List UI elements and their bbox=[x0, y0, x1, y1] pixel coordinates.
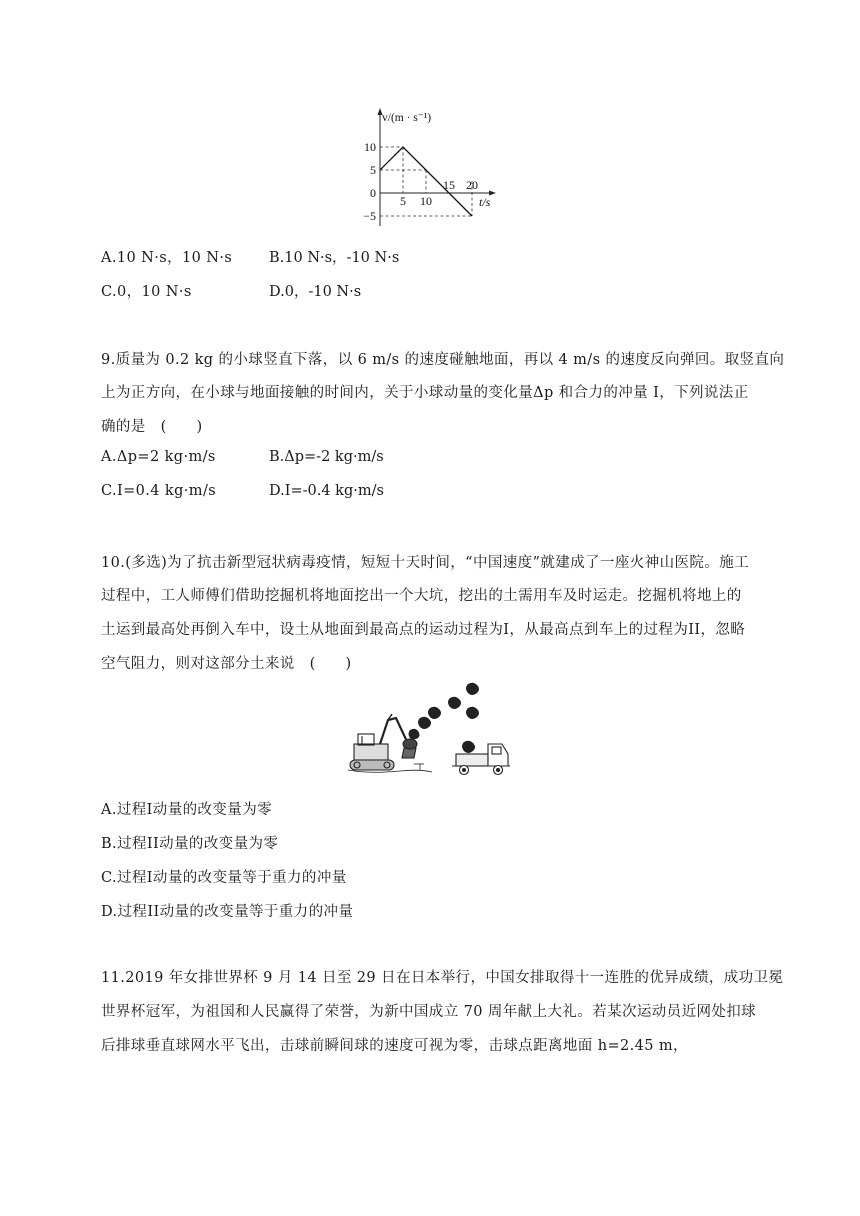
q9-option-a: A.Δp=2 kg·m/s bbox=[101, 449, 216, 465]
excavator-truck-illustration bbox=[340, 678, 530, 788]
y-tick-10: 10 bbox=[364, 140, 376, 154]
q9-option-c: C.I=0.4 kg·m/s bbox=[101, 483, 217, 499]
x-axis-label: t/s bbox=[479, 195, 491, 209]
q11-stem-line-2: 世界杯冠军，为祖国和人民赢得了荣誉，为新中国成立 70 周年献上大礼。若某次运动员近网处扣球 bbox=[101, 1004, 757, 1020]
q9-stem-line-3: 确的是 ( ) bbox=[101, 419, 203, 435]
x-tick-20: 20 bbox=[466, 178, 478, 192]
q10-stem-line-2: 过程中，工人师傅们借助挖掘机将地面挖出一个大坑，挖出的土需用车及时运走。挖掘机将地上的 bbox=[101, 588, 742, 604]
y-axis-label: v/(m · s⁻¹) bbox=[382, 112, 432, 124]
y-tick-5: 5 bbox=[370, 163, 376, 177]
q10-option-c: C.过程I动量的改变量等于重力的冲量 bbox=[101, 870, 347, 886]
q8-option-b: B.10 N·s，-10 N·s bbox=[269, 250, 400, 266]
q8-option-a: A.10 N·s，10 N·s bbox=[101, 250, 233, 266]
q10-option-a: A.过程I动量的改变量为零 bbox=[101, 802, 273, 818]
y-tick-neg5: −5 bbox=[363, 209, 376, 223]
velocity-time-graph bbox=[350, 100, 510, 230]
q8-option-c: C.0，10 N·s bbox=[101, 284, 192, 300]
q11-stem-line-3: 后排球垂直球网水平飞出，击球前瞬间球的速度可视为零，击球点距离地面 h=2.45 m， bbox=[101, 1038, 688, 1054]
q9-stem-line-1: 9.质量为 0.2 kg 的小球竖直下落，以 6 m/s 的速度碰触地面，再以 4 m/s 的速度反向弹回。取竖直向 bbox=[101, 352, 785, 368]
q10-option-d: D.过程II动量的改变量等于重力的冲量 bbox=[101, 904, 354, 920]
q10-stem-line-4: 空气阻力，则对这部分土来说 ( ) bbox=[101, 656, 352, 672]
q9-option-b: B.Δp=-2 kg·m/s bbox=[269, 449, 384, 465]
x-tick-5: 5 bbox=[400, 194, 406, 208]
q9-stem-line-2: 上为正方向，在小球与地面接触的时间内，关于小球动量的变化量Δp 和合力的冲量 I，下列说法正 bbox=[101, 385, 749, 401]
y-tick-0: 0 bbox=[370, 186, 376, 200]
x-tick-10: 10 bbox=[420, 194, 432, 208]
q10-stem-line-3: 土运到最高处再倒入车中，设土从地面到最高点的运动过程为I，从最高点到车上的过程为II，忽略 bbox=[101, 622, 746, 638]
q8-option-d: D.0，-10 N·s bbox=[269, 284, 362, 300]
q11-stem-line-1: 11.2019 年女排世界杯 9 月 14 日至 29 日在日本举行，中国女排取得十一连胜的优异成绩，成功卫冕 bbox=[101, 970, 784, 986]
q10-option-b: B.过程II动量的改变量为零 bbox=[101, 836, 279, 852]
q9-option-d: D.I=-0.4 kg·m/s bbox=[269, 483, 384, 499]
x-tick-15: 15 bbox=[443, 178, 455, 192]
q10-stem-line-1: 10.(多选)为了抗击新型冠状病毒疫情，短短十天时间，“中国速度”就建成了一座火神山医院。施工 bbox=[101, 555, 749, 571]
